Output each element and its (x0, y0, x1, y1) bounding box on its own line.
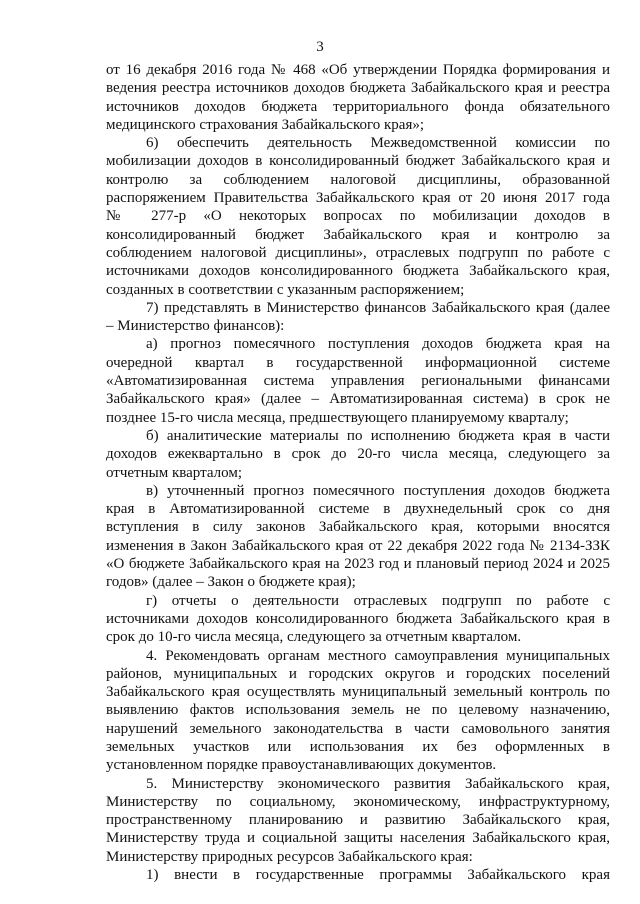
text-line: созданных в соответствии с указанным распоряжением; (106, 281, 465, 298)
text-line: б) аналитические материалы по исполнению бюджета края в части (146, 427, 610, 444)
document-body (106, 61, 610, 884)
text-line: отчетным кварталом; (106, 464, 242, 481)
text-line: соблюдением налоговой дисциплины», отраслевых подгрупп по работе с (106, 244, 610, 261)
text-line: установленном порядке правоустанавливающих документов. (106, 757, 497, 774)
text-line: – Министерство финансов): (106, 318, 285, 335)
text-line: земельных участков или использования их без оформленных в (106, 738, 610, 755)
text-line: края в Автоматизированной системе в двухнедельный срок со дня (106, 501, 610, 518)
text-line: ведения реестра источников доходов бюджета Забайкальского края и реестра (106, 80, 610, 97)
text-line: Министерству по социальному, экономическому, инфраструктурному, (106, 793, 610, 810)
text-line: медицинского страхования Забайкальского края»; (106, 116, 425, 133)
text-line: изменения в Закон Забайкальского края от 22 декабря 2022 года № 2134-ЗЗК (106, 537, 610, 554)
text-line: в) уточненный прогноз помесячного поступления доходов бюджета (146, 482, 610, 499)
text-line: Забайкальского края осуществлять муниципальный земельный контроль по (106, 684, 610, 701)
text-line: выявлению фактов использования земель не по целевому назначению, (106, 702, 610, 719)
text-line: источниками доходов консолидированного бюджета Забайкальского края, (106, 263, 610, 280)
text-line: № 277-р «О некоторых вопросах по мобилизации доходов в (106, 208, 610, 225)
text-line: вступления в силу законов Забайкальского края, которыми вносятся (106, 519, 610, 536)
text-line: источниками доходов консолидированного бюджета Забайкальского края в (106, 610, 610, 627)
text-line: «О бюджете Забайкальского края на 2023 год и плановый период 2024 и 2025 (106, 556, 610, 573)
text-line: а) прогноз помесячного поступления доходов бюджета края на (146, 336, 610, 353)
text-line: 4. Рекомендовать органам местного самоуправления муниципальных (146, 647, 610, 664)
text-line: очередной квартал в государственной информационной системе (106, 354, 610, 371)
text-line: Забайкальского края» (далее – Автоматизированная система) в срок не (106, 391, 610, 408)
text-line: мобилизации доходов в консолидированный бюджет Забайкальского края и (106, 153, 610, 170)
text-line: г) отчеты о деятельности отраслевых подгрупп по работе с (146, 592, 610, 609)
text-line: 6) обеспечить деятельность Межведомственной комиссии по (146, 135, 610, 152)
text-line: пространственному планированию и развитию Забайкальского края, (106, 812, 610, 829)
text-line: контролю за соблюдением налоговой дисциплины, образованной (106, 171, 610, 188)
text-line: 7) представлять в Министерство финансов Забайкальского края (далее (146, 299, 610, 316)
text-line: 5. Министерству экономического развития Забайкальского края, (146, 775, 610, 792)
text-line: Министерству труда и социальной защиты населения Забайкальского края, (106, 830, 610, 847)
text-line: распоряжением Правительства Забайкальского края от 20 июня 2017 года (106, 190, 610, 207)
text-line: годов» (далее – Закон о бюджете края); (106, 574, 356, 591)
text-line: источников доходов бюджета территориального фонда обязательного (106, 98, 610, 115)
text-line: консолидированный бюджет Забайкальского края и контролю за (106, 226, 610, 243)
text-line: нарушений земельного законодательства в части самовольного занятия (106, 720, 610, 737)
text-line: срок до 10-го числа месяца, следующего за отчетным кварталом. (106, 629, 522, 646)
text-line: Министерству природных ресурсов Забайкальского края: (106, 848, 473, 865)
text-line: районов, муниципальных и городских округов и городских поселений (106, 665, 610, 682)
text-line: от 16 декабря 2016 года № 468 «Об утверждении Порядка формирования и (106, 62, 610, 78)
text-line: доходов ежеквартально в срок до 20-го числа месяца, следующего за (106, 446, 610, 463)
text-line: 1) внести в государственные программы Забайкальского края (146, 867, 610, 884)
page-number: 3 (316, 39, 324, 55)
text-line: «Автоматизированная система управления региональными финансами (106, 373, 610, 390)
text-line: позднее 15-го числа месяца, предшествующего планируемому кварталу; (106, 409, 569, 426)
